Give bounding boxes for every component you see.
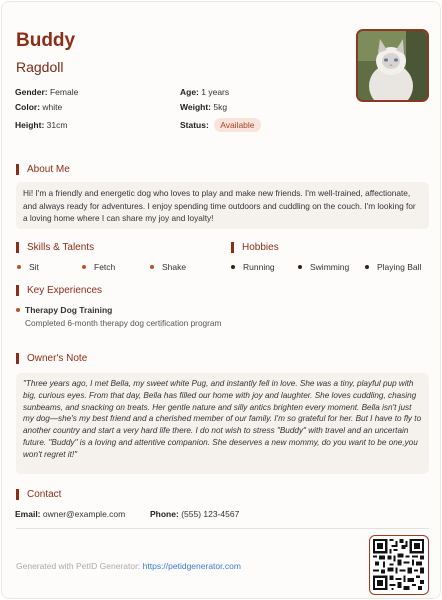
color-value: white xyxy=(42,102,63,112)
phone-field xyxy=(150,509,239,519)
age-field xyxy=(180,87,229,97)
skill-label: Fetch xyxy=(94,262,116,272)
gender-field xyxy=(15,87,78,97)
experience-title xyxy=(16,305,112,315)
height-value: 31cm xyxy=(46,120,68,130)
bullet-icon xyxy=(365,265,369,269)
bullet-icon xyxy=(16,308,20,312)
bullet-icon xyxy=(150,265,154,269)
skill-item xyxy=(150,262,186,272)
cat-photo-icon xyxy=(358,31,429,102)
phone-label: Phone: xyxy=(150,509,179,519)
status-field xyxy=(180,118,261,132)
hobby-item xyxy=(298,262,349,272)
footer-link[interactable]: https://petidgenerator.com xyxy=(142,561,241,571)
about-text: Hi! I'm a friendly and energetic dog who loves to play and make new friends. I'm well-trained, affectionate, and always ready for adventures. I enjoy spending time outdoors and cuddling on the couch. I'm looking for a loving home where I can share my joy and loyalty! xyxy=(16,182,429,229)
hobbies-heading: Hobbies xyxy=(231,242,279,253)
pet-name: Buddy xyxy=(16,30,76,51)
footer xyxy=(16,561,241,571)
skill-label: Shake xyxy=(162,262,187,272)
age-label: Age: xyxy=(180,87,199,97)
footer-divider xyxy=(16,528,429,529)
about-heading: About Me xyxy=(16,164,70,175)
color-label: Color: xyxy=(15,102,41,112)
skills-heading: Skills & Talents xyxy=(16,242,94,253)
skill-item xyxy=(17,262,39,272)
skill-item xyxy=(82,262,115,272)
bullet-icon xyxy=(231,265,235,269)
skill-label: Sit xyxy=(29,262,39,272)
qr-code[interactable] xyxy=(369,535,429,595)
hobby-label: Swimming xyxy=(310,262,350,272)
hobby-label: Playing Ball xyxy=(377,262,422,272)
contact-heading: Contact xyxy=(16,489,61,500)
pet-photo xyxy=(356,29,429,102)
status-badge: Available xyxy=(214,118,260,132)
qr-code-icon xyxy=(373,539,424,590)
weight-value: 5kg xyxy=(213,102,228,112)
weight-label: Weight: xyxy=(180,102,212,112)
email-label: Email: xyxy=(15,509,41,519)
age-value: 1 years xyxy=(201,87,230,97)
owner-note-text: "Three years ago, I met Bella, my sweet white Pug, and instantly fell in love. She was a tiny, playful pup with big, curious eyes. From that day, Bella has filled our home with joy and laughter. She loves cuddling, chasing sunbeams, and snacking on treats. Her gentle nature and silly antics brighten every moment. Bella isn't just my dog—she's my best friend and a cherished member of our family. I'm so grateful for her. But I have to fly to another country and start a very hard life there. I do not wish to stress "Buddy" with travel and an uncertain future. "Buddy" is a loving and attentive companion. She deserves a new mommy, do you want to be one,you won't regret it!" xyxy=(16,373,429,474)
experience-desc: Completed 6-month therapy dog certification program xyxy=(25,318,222,328)
bullet-icon xyxy=(82,265,86,269)
hobby-item xyxy=(231,262,275,272)
email-field xyxy=(15,509,125,519)
footer-text: Generated with PetID Generator: xyxy=(16,561,141,571)
hobby-item xyxy=(365,262,421,272)
phone-value[interactable]: (555) 123-4567 xyxy=(181,509,240,519)
email-value[interactable]: owner@example.com xyxy=(42,509,126,519)
bullet-icon xyxy=(17,265,21,269)
hobby-label: Running xyxy=(243,262,275,272)
gender-value: Female xyxy=(49,87,79,97)
height-field xyxy=(15,120,67,130)
bullet-icon xyxy=(298,265,302,269)
color-field xyxy=(15,102,62,112)
height-label: Height: xyxy=(15,120,45,130)
pet-profile-card xyxy=(1,1,441,599)
experience-title-text: Therapy Dog Training xyxy=(25,305,113,315)
status-label: Status: xyxy=(180,120,209,130)
pet-breed: Ragdoll xyxy=(16,59,64,75)
owner-note-heading: Owner's Note xyxy=(16,353,87,364)
gender-label: Gender: xyxy=(15,87,48,97)
weight-field xyxy=(180,102,227,112)
experiences-heading: Key Experiences xyxy=(16,285,102,296)
